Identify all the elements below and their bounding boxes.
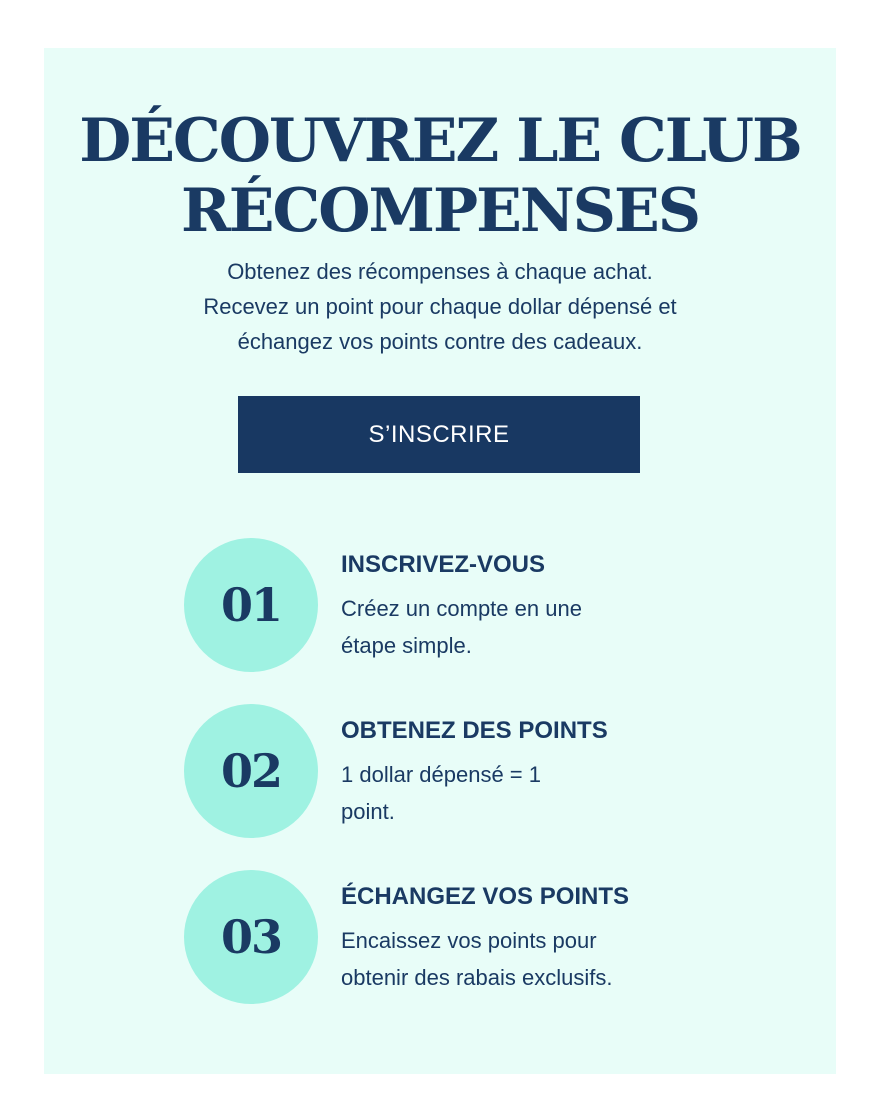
title-line-2: RÉCOMPENSES — [180, 176, 700, 246]
step-item-3 — [184, 870, 744, 1004]
page-subtitle — [140, 254, 740, 359]
step-description-line-1: Encaissez vos points pour — [341, 928, 597, 953]
step-description-line-1: 1 dollar dépensé = 1 — [341, 762, 541, 787]
step-number: 01 — [220, 578, 281, 632]
subtitle-line-2: Recevez un point pour chaque dollar dépensé et — [203, 294, 677, 319]
step-description-line-1: Créez un compte en une — [341, 596, 582, 621]
step-number: 03 — [220, 910, 281, 964]
step-number-circle — [184, 704, 318, 838]
step-number-circle — [184, 870, 318, 1004]
step-description-line-2: étape simple. — [341, 633, 472, 658]
step-item-2 — [184, 704, 744, 838]
step-item-1 — [184, 538, 744, 672]
subtitle-line-1: Obtenez des récompenses à chaque achat. — [227, 259, 653, 284]
step-description-line-2: obtenir des rabais exclusifs. — [341, 965, 613, 990]
step-description — [341, 590, 681, 664]
subtitle-line-3: échangez vos points contre des cadeaux. — [237, 329, 643, 354]
step-description — [341, 922, 681, 996]
rewards-club-card — [44, 48, 836, 1074]
signup-button[interactable]: S’INSCRIRE — [238, 396, 640, 473]
step-description — [341, 756, 681, 830]
step-description-line-2: point. — [341, 799, 395, 824]
step-title: INSCRIVEZ-VOUS — [341, 551, 546, 578]
step-title: ÉCHANGEZ VOS POINTS — [341, 883, 630, 910]
step-number: 02 — [220, 744, 281, 798]
step-title: OBTENEZ DES POINTS — [341, 717, 608, 744]
title-line-1: DÉCOUVREZ LE CLUB — [79, 106, 801, 176]
step-number-circle — [184, 538, 318, 672]
page-title — [44, 106, 836, 246]
